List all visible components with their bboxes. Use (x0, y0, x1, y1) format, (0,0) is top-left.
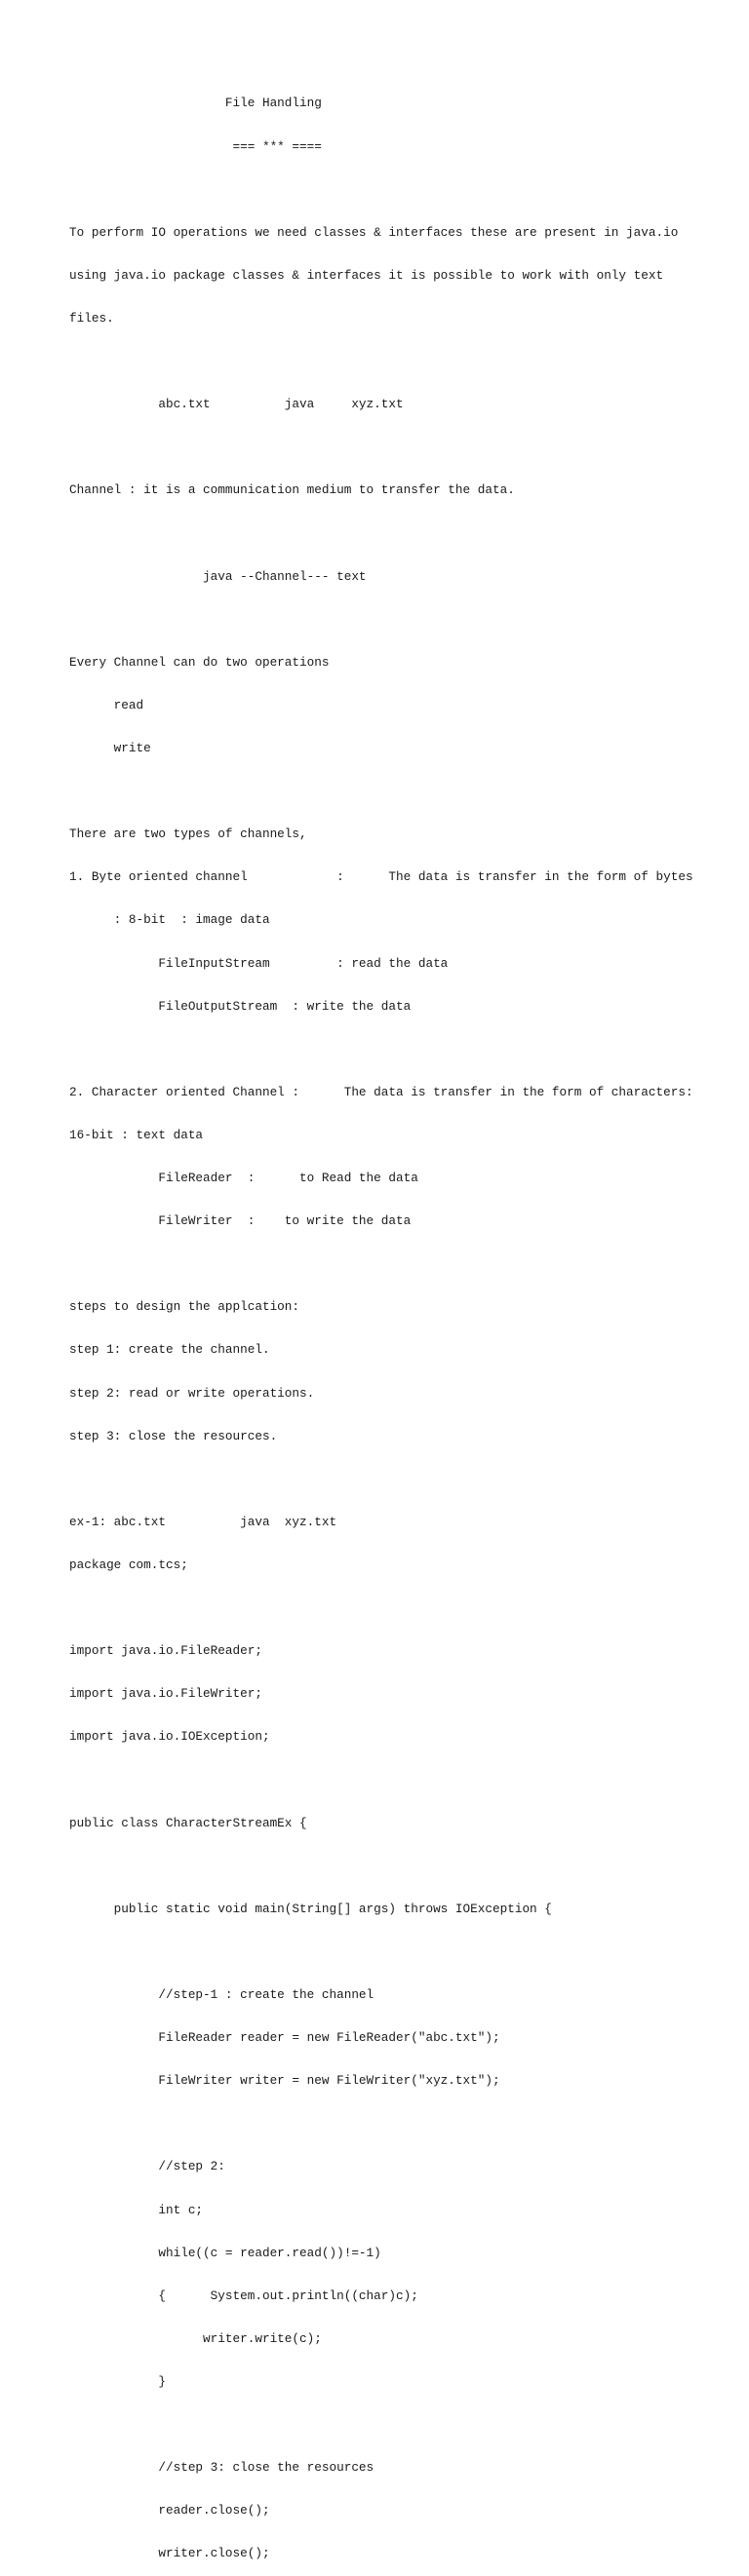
code-import: import java.io.IOException; (69, 1729, 270, 1745)
operation-write: write (69, 740, 151, 755)
blank-line (69, 1601, 732, 1616)
file-flow-line: abc.txt java xyz.txt (69, 397, 404, 412)
code-comment: //step-1 : create the channel (69, 1987, 374, 2003)
code-line: while((c = reader.read())!=-1) (69, 2245, 381, 2260)
character-channel-detail: 16-bit : text data (69, 1127, 204, 1142)
channel-types-heading: There are two types of channels, (69, 827, 307, 842)
code-comment: //step 2: (69, 2159, 225, 2174)
document-body (69, 68, 732, 2576)
code-import: import java.io.FileWriter; (69, 1686, 262, 1702)
step-3: step 3: close the resources. (69, 1428, 278, 1443)
channel-flow-line: java --Channel--- text (69, 568, 367, 584)
blank-line (69, 2418, 732, 2433)
channel-definition: Channel : it is a communication medium to transfer the data. (69, 482, 515, 498)
step-2: step 2: read or write operations. (69, 1385, 315, 1401)
code-import: import java.io.FileReader; (69, 1643, 262, 1659)
code-comment: //step 3: close the resources (69, 2460, 374, 2476)
blank-line (69, 613, 732, 628)
steps-heading: steps to design the applcation: (69, 1299, 300, 1315)
filereader-line: FileReader : to Read the data (69, 1171, 418, 1186)
code-main-method: public static void main(String[] args) throws IOException { (69, 1901, 552, 1916)
title-underline: === *** ==== (69, 138, 322, 154)
blank-line (69, 785, 732, 799)
code-line: { System.out.println((char)c); (69, 2288, 418, 2303)
doc-title: File Handling (69, 96, 322, 111)
code-line: } (69, 2373, 166, 2389)
example-heading: ex-1: abc.txt java xyz.txt (69, 1514, 337, 1529)
blank-line (69, 1860, 732, 1874)
code-package: package com.tcs; (69, 1557, 188, 1572)
fileoutputstream-line: FileOutputStream : write the data (69, 998, 412, 1014)
step-1: step 1: create the channel. (69, 1342, 270, 1358)
blank-line (69, 1945, 732, 1960)
blank-line (69, 355, 732, 369)
fileinputstream-line: FileInputStream : read the data (69, 955, 449, 971)
blank-line (69, 1257, 732, 1272)
intro-line-2: using java.io package classes & interfaces it is possible to work with only text (69, 267, 664, 283)
blank-line (69, 183, 732, 198)
intro-line-1: To perform IO operations we need classes & interfaces these are present in java.io (69, 224, 679, 240)
code-line: int c; (69, 2202, 204, 2217)
operations-heading: Every Channel can do two operations (69, 654, 330, 670)
intro-line-3: files. (69, 310, 114, 326)
blank-line (69, 526, 732, 541)
filewriter-line: FileWriter : to write the data (69, 1213, 412, 1229)
blank-line (69, 441, 732, 455)
byte-channel-detail: : 8-bit : image data (69, 912, 270, 928)
code-line: reader.close(); (69, 2503, 270, 2518)
code-class-declaration: public class CharacterStreamEx { (69, 1815, 307, 1830)
code-line: writer.write(c); (69, 2330, 322, 2346)
blank-line (69, 2117, 732, 2132)
code-line: FileReader reader = new FileReader("abc.txt"); (69, 2030, 500, 2046)
character-channel-line: 2. Character oriented Channel : The data is transfer in the form of characters: (69, 1084, 693, 1099)
blank-line (69, 1473, 732, 1487)
operation-read: read (69, 697, 144, 712)
byte-channel-line: 1. Byte oriented channel : The data is transfer in the form of bytes (69, 869, 693, 885)
code-line: FileWriter writer = new FileWriter("xyz.txt"); (69, 2073, 500, 2089)
code-line: writer.close(); (69, 2546, 270, 2561)
blank-line (69, 1043, 732, 1057)
blank-line (69, 1774, 732, 1788)
